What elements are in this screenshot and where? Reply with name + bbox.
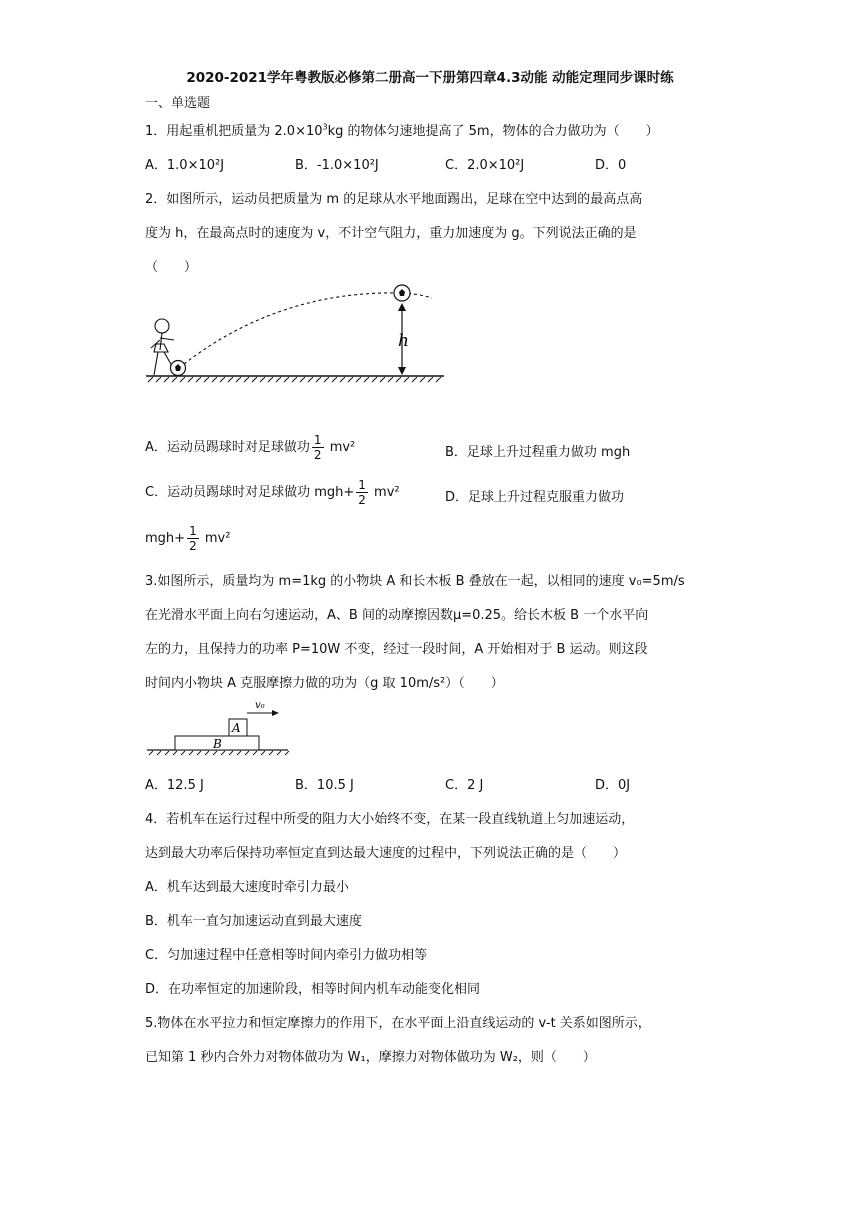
q3-option-a[interactable]: A．12.5 J — [145, 778, 204, 793]
q1-option-a[interactable]: A．1.0×10²J — [145, 158, 225, 173]
board-b-label: B — [213, 737, 222, 751]
ball-start-icon — [171, 361, 186, 376]
q1-option-c[interactable]: C．2.0×10²J — [445, 158, 525, 173]
height-label: h — [398, 331, 409, 351]
question-4-line-2: 达到最大功率后保持功率恒定直到达最大速度的过程中，下列说法正确的是（ ） — [145, 846, 627, 861]
q2-option-c[interactable]: C．运动员踢球时对足球做功 mgh+ $\frac{1}{2}$ mv² — [145, 478, 400, 507]
q2-option-b[interactable]: B．足球上升过程重力做功 mgh — [445, 445, 631, 460]
q2-option-d-continued: mgh+ $\frac{1}{2}$ mv² — [145, 524, 231, 553]
question-2-line-1: 2．如图所示，运动员把质量为 m 的足球从水平地面踢出，足球在空中达到的最高点高 — [145, 192, 643, 207]
q3-option-d[interactable]: D．0J — [595, 778, 631, 793]
fraction-half: $\frac{1}{2}$ — [358, 478, 366, 507]
question-3-line-2: 在光滑水平面上向右匀速运动，A、B 间的动摩擦因数μ=0.25。给长木板 B 一个水平向 — [145, 608, 649, 623]
question-3-line-1: 3.如图所示，质量均为 m=1kg 的小物块 A 和长木板 B 叠放在一起，以相同的速度 v₀=5m/s — [145, 574, 685, 589]
football-kick-figure — [140, 280, 450, 386]
question-1-stem: 1．用起重机把质量为 $2.0\times 10^3kg$ 的物体匀速地提高了 5m，物体的合力做功为（ ） — [145, 122, 659, 139]
q3-option-c[interactable]: C．2 J — [445, 778, 484, 793]
question-5-line-1: 5.物体在水平拉力和恒定摩擦力的作用下，在水平面上沿直线运动的 v-t 关系如图所示， — [145, 1016, 651, 1031]
block-board-figure — [145, 697, 290, 759]
question-2-line-2: 度为 h，在最高点时的速度为 v，不计空气阻力，重力加速度为 g。下列说法正确的是 — [145, 226, 637, 241]
velocity-label: v₀ — [255, 700, 265, 711]
q4-option-d[interactable]: D．在功率恒定的加速阶段，相等时间内机车动能变化相同 — [145, 982, 481, 997]
q2-option-a[interactable]: A．运动员踢球时对足球做功 $\frac{1}{2}$ mv² — [145, 433, 356, 462]
block-a-label: A — [232, 721, 241, 735]
question-2-line-3: （ ） — [145, 260, 198, 275]
q4-option-c[interactable]: C．匀加速过程中任意相等时间内牵引力做功相等 — [145, 948, 428, 963]
fraction-half: $\frac{1}{2}$ — [189, 524, 197, 553]
question-3-line-4: 时间内小物块 A 克服摩擦力做的功为（g 取 10m/s²）（ ） — [145, 676, 504, 691]
q4-option-a[interactable]: A．机车达到最大速度时牵引力最小 — [145, 880, 349, 895]
question-5-line-2: 已知第 1 秒内合外力对物体做功为 W₁，摩擦力对物体做功为 W₂，则（ ） — [145, 1050, 596, 1065]
q2-option-d[interactable]: D．足球上升过程克服重力做功 — [445, 490, 625, 505]
q4-option-b[interactable]: B．机车一直匀加速运动直到最大速度 — [145, 914, 362, 929]
question-4-line-1: 4．若机车在运行过程中所受的阻力大小始终不变，在某一段直线轨道上匀加速运动， — [145, 812, 635, 827]
question-3-line-3: 左的力，且保持力的功率 P=10W 不变，经过一段时间，A 开始相对于 B 运动。则这段 — [145, 642, 648, 657]
q3-option-b[interactable]: B．10.5 J — [295, 778, 354, 793]
fraction-half: $\frac{1}{2}$ — [313, 433, 322, 462]
page-title: 2020-2021学年粤教版必修第二册高一下册第四章4.3动能 动能定理同步课时练 — [186, 70, 674, 86]
ball-top-icon — [394, 285, 410, 301]
q1-option-b[interactable]: B．-1.0×10²J — [295, 158, 379, 173]
q1-option-d[interactable]: D．0 — [595, 158, 627, 173]
section-heading: 一、单选题 — [145, 96, 211, 111]
